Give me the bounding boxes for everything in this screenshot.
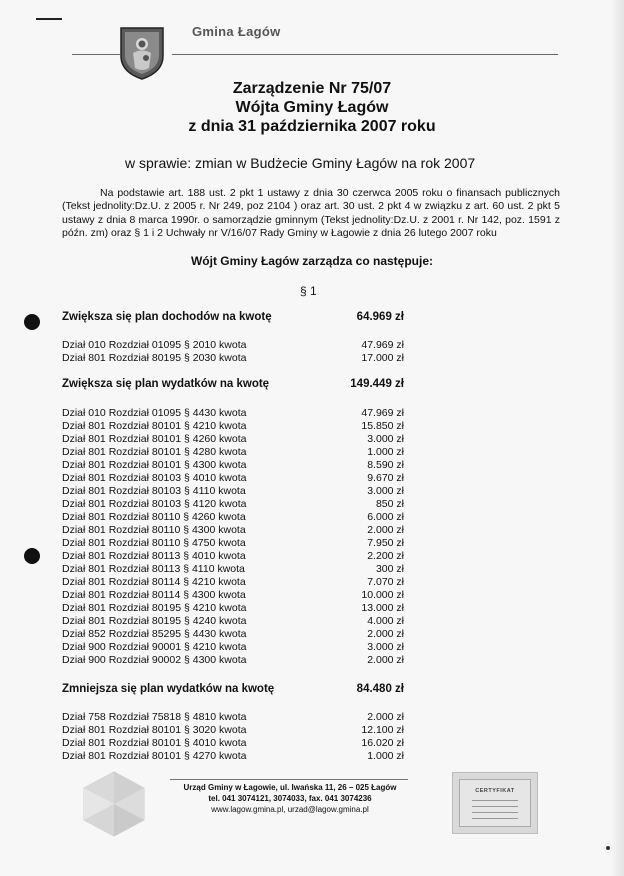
row-value: 850 zł xyxy=(375,498,404,510)
table-row xyxy=(62,602,404,615)
table-row xyxy=(62,724,404,737)
table-row xyxy=(62,524,404,537)
row-value: 3.000 zł xyxy=(367,641,404,653)
footer-address: Urząd Gminy w Łagowie, ul. Iwańska 11, 26 – 025 Łagów xyxy=(183,783,397,792)
table-row xyxy=(62,576,404,589)
row-value: 17.000 zł xyxy=(361,352,404,364)
row-value: 2.200 zł xyxy=(367,550,404,562)
table-row xyxy=(62,589,404,602)
expense-decrease-total: 84.480 zł xyxy=(356,683,404,695)
top-mark xyxy=(36,18,62,20)
row-label: Dział 801 Rozdział 80103 § 4010 kwota xyxy=(62,472,247,484)
table-row xyxy=(62,511,404,524)
table-row xyxy=(62,339,404,352)
punch-hole xyxy=(24,314,40,330)
row-label: Dział 801 Rozdział 80101 § 3020 kwota xyxy=(62,724,247,736)
hexagon-logo-icon xyxy=(82,770,146,838)
income-increase-heading: Zwiększa się plan dochodów na kwotę xyxy=(62,311,272,323)
expense-decrease-heading-row xyxy=(62,683,404,696)
row-label: Dział 801 Rozdział 80101 § 4280 kwota xyxy=(62,446,247,458)
row-label: Dział 900 Rozdział 90002 § 4300 kwota xyxy=(62,654,247,666)
document-subject: w sprawie: zmian w Budżecie Gminy Łagów na rok 2007 xyxy=(125,155,476,171)
row-label: Dział 758 Rozdział 75818 § 4810 kwota xyxy=(62,711,247,723)
row-value: 7.950 zł xyxy=(367,537,404,549)
row-label: Dział 801 Rozdział 80101 § 4300 kwota xyxy=(62,459,247,471)
document-issuer: Wójta Gminy Łagów xyxy=(235,99,389,116)
row-value: 4.000 zł xyxy=(367,615,404,627)
scan-speck xyxy=(606,846,610,850)
row-value: 13.000 zł xyxy=(361,602,404,614)
expense-increase-total: 149.449 zł xyxy=(350,378,404,390)
table-row xyxy=(62,628,404,641)
header-rule-right xyxy=(172,54,558,55)
row-label: Dział 801 Rozdział 80101 § 4270 kwota xyxy=(62,750,247,762)
row-value: 2.000 zł xyxy=(367,654,404,666)
row-label: Dział 010 Rozdział 01095 § 4430 kwota xyxy=(62,407,247,419)
row-value: 2.000 zł xyxy=(367,711,404,723)
table-row xyxy=(62,550,404,563)
table-row xyxy=(62,446,404,459)
row-label: Dział 801 Rozdział 80195 § 4210 kwota xyxy=(62,602,247,614)
row-value: 12.100 zł xyxy=(361,724,404,736)
row-value: 47.969 zł xyxy=(361,407,404,419)
row-label: Dział 801 Rozdział 80114 § 4300 kwota xyxy=(62,589,246,601)
expense-decrease-heading: Zmniejsza się plan wydatków na kwotę xyxy=(62,683,275,695)
row-label: Dział 801 Rozdział 80113 § 4110 kwota xyxy=(62,563,245,575)
section-mark: § 1 xyxy=(300,284,317,298)
row-label: Dział 801 Rozdział 80114 § 4210 kwota xyxy=(62,576,246,588)
certificate-badge xyxy=(452,772,538,834)
table-row xyxy=(62,563,404,576)
header-rule-left xyxy=(72,54,120,55)
row-label: Dział 801 Rozdział 80110 § 4260 kwota xyxy=(62,511,246,523)
row-label: Dział 801 Rozdział 80195 § 2030 kwota xyxy=(62,352,247,364)
table-row xyxy=(62,433,404,446)
table-row xyxy=(62,711,404,724)
footer-rule xyxy=(170,779,408,780)
row-value: 6.000 zł xyxy=(367,511,404,523)
row-label: Dział 900 Rozdział 90001 § 4210 kwota xyxy=(62,641,247,653)
table-row xyxy=(62,498,404,511)
municipality-name: Gmina Łagów xyxy=(192,24,281,39)
row-value: 2.000 zł xyxy=(367,628,404,640)
legal-basis-paragraph xyxy=(62,187,560,240)
row-label: Dział 801 Rozdział 80195 § 4240 kwota xyxy=(62,615,247,627)
expense-increase-heading: Zwiększa się plan wydatków na kwotę xyxy=(62,378,270,390)
certificate-line xyxy=(472,812,518,813)
row-label: Dział 801 Rozdział 80101 § 4260 kwota xyxy=(62,433,247,445)
row-label: Dział 852 Rozdział 85295 § 4430 kwota xyxy=(62,628,247,640)
table-row xyxy=(62,407,404,420)
row-label: Dział 801 Rozdział 80113 § 4010 kwota xyxy=(62,550,246,562)
footer-web: www.lagow.gmina.pl, urzad@lagow.gmina.pl xyxy=(211,805,369,814)
table-row xyxy=(62,750,404,763)
expense-increase-heading-row xyxy=(62,378,404,391)
punch-hole xyxy=(24,548,40,564)
footer-phone: tel. 041 3074121, 3074033, fax. 041 3074236 xyxy=(208,794,372,803)
table-row xyxy=(62,615,404,628)
income-increase-heading-row xyxy=(62,311,404,324)
row-label: Dział 801 Rozdział 80101 § 4010 kwota xyxy=(62,737,247,749)
decree-statement: Wójt Gminy Łagów zarządza co następuje: xyxy=(190,254,434,268)
income-increase-total: 64.969 zł xyxy=(356,311,404,323)
row-value: 3.000 zł xyxy=(367,485,404,497)
row-value: 1.000 zł xyxy=(367,446,404,458)
row-value: 300 zł xyxy=(375,563,404,575)
row-label: Dział 801 Rozdział 80110 § 4750 kwota xyxy=(62,537,246,549)
table-row xyxy=(62,485,404,498)
certificate-frame xyxy=(459,779,531,827)
document-date: z dnia 31 października 2007 roku xyxy=(188,118,436,135)
table-row xyxy=(62,459,404,472)
row-label: Dział 801 Rozdział 80101 § 4210 kwota xyxy=(62,420,247,432)
certificate-line xyxy=(472,818,518,819)
row-value: 2.000 zł xyxy=(367,524,404,536)
table-row xyxy=(62,352,404,365)
table-row xyxy=(62,420,404,433)
row-value: 8.590 zł xyxy=(367,459,404,471)
certificate-line xyxy=(472,800,518,801)
document-title: Zarządzenie Nr 75/07 xyxy=(232,80,392,97)
row-value: 47.969 zł xyxy=(361,339,404,351)
certificate-line xyxy=(472,806,518,807)
table-row xyxy=(62,654,404,667)
coat-of-arms-icon xyxy=(119,26,165,80)
row-value: 3.000 zł xyxy=(367,433,404,445)
row-value: 9.670 zł xyxy=(367,472,404,484)
row-value: 15.850 zł xyxy=(361,420,404,432)
legal-basis-text: Na podstawie art. 188 ust. 2 pkt 1 ustawy z dnia 30 czerwca 2005 roku o finansach publicznych (Tekst jednolity:Dz.U. z 2005 r. Nr 249, poz 2104 ) oraz art. 30 ust. 2 pkt 4 w związku z art. 60 ust. 2 pkt 5 ustawy z dnia 8 marca 1990r. o samorządzie gminnym (Tekst jednolity:Dz.U. z 2001 r. Nr 142, poz. 1591 z późn. zm) oraz § 1 i 2 Uchwały nr V/16/07 Rady Gminy w Łagowie z dnia 26 lutego 2007 roku xyxy=(62,187,560,239)
table-row xyxy=(62,737,404,750)
table-row xyxy=(62,472,404,485)
certificate-label: CERTYFIKAT xyxy=(475,788,515,794)
row-label: Dział 801 Rozdział 80110 § 4300 kwota xyxy=(62,524,246,536)
row-label: Dział 801 Rozdział 80103 § 4120 kwota xyxy=(62,498,247,510)
row-value: 16.020 zł xyxy=(361,737,404,749)
table-row xyxy=(62,641,404,654)
row-value: 10.000 zł xyxy=(361,589,404,601)
row-value: 7.070 zł xyxy=(367,576,404,588)
row-label: Dział 010 Rozdział 01095 § 2010 kwota xyxy=(62,339,247,351)
table-row xyxy=(62,537,404,550)
row-label: Dział 801 Rozdział 80103 § 4110 kwota xyxy=(62,485,246,497)
row-value: 1.000 zł xyxy=(367,750,404,762)
